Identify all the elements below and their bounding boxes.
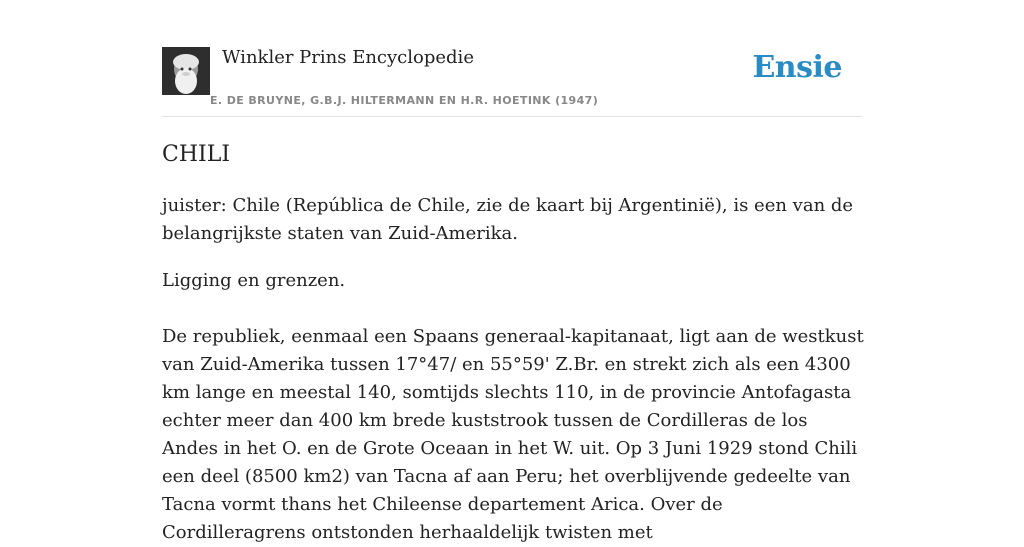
- article-title: CHILI: [162, 142, 231, 167]
- article-section-heading: Ligging en grenzen.: [162, 270, 346, 291]
- ensie-logo[interactable]: Ensie: [752, 50, 842, 85]
- page: [162, 0, 864, 543]
- book-title[interactable]: Winkler Prins Encyclopedie: [222, 47, 474, 68]
- author-avatar[interactable]: [162, 47, 210, 95]
- article-paragraph-body: De republiek, eenmaal een Spaans generaal-kapitanaat, ligt aan de westkust van Zuid-Amerika tussen 17°47/ en 55°59' Z.Br. en strekt zich als een 4300 km lange en meestal 140, somtijds slechts 110, in de provincie Antofagasta echter meer dan 400 km brede kuststrook tussen de Cordilleras de los Andes in het O. en de Grote Oceaan in het W. uit. Op 3 Juni 1929 stond Chili een deel (8500 km2) van Tacna af aan Peru; het overblijvende gedeelte van Tacna vormt thans het Chileense departement Arica. Over de Cordilleragrens ontstonden herhaaldelijk twisten met: [162, 326, 864, 543]
- header: [162, 0, 862, 117]
- article-paragraph-intro: juister: Chile (República de Chile, zie de kaart bij Argentinië), is een van de belangrijkste staten van Zuid-Amerika.: [162, 195, 854, 244]
- portrait-icon: [162, 47, 210, 95]
- book-authors: E. DE BRUYNE, G.B.J. HILTERMANN EN H.R. HOETINK (1947): [210, 94, 599, 107]
